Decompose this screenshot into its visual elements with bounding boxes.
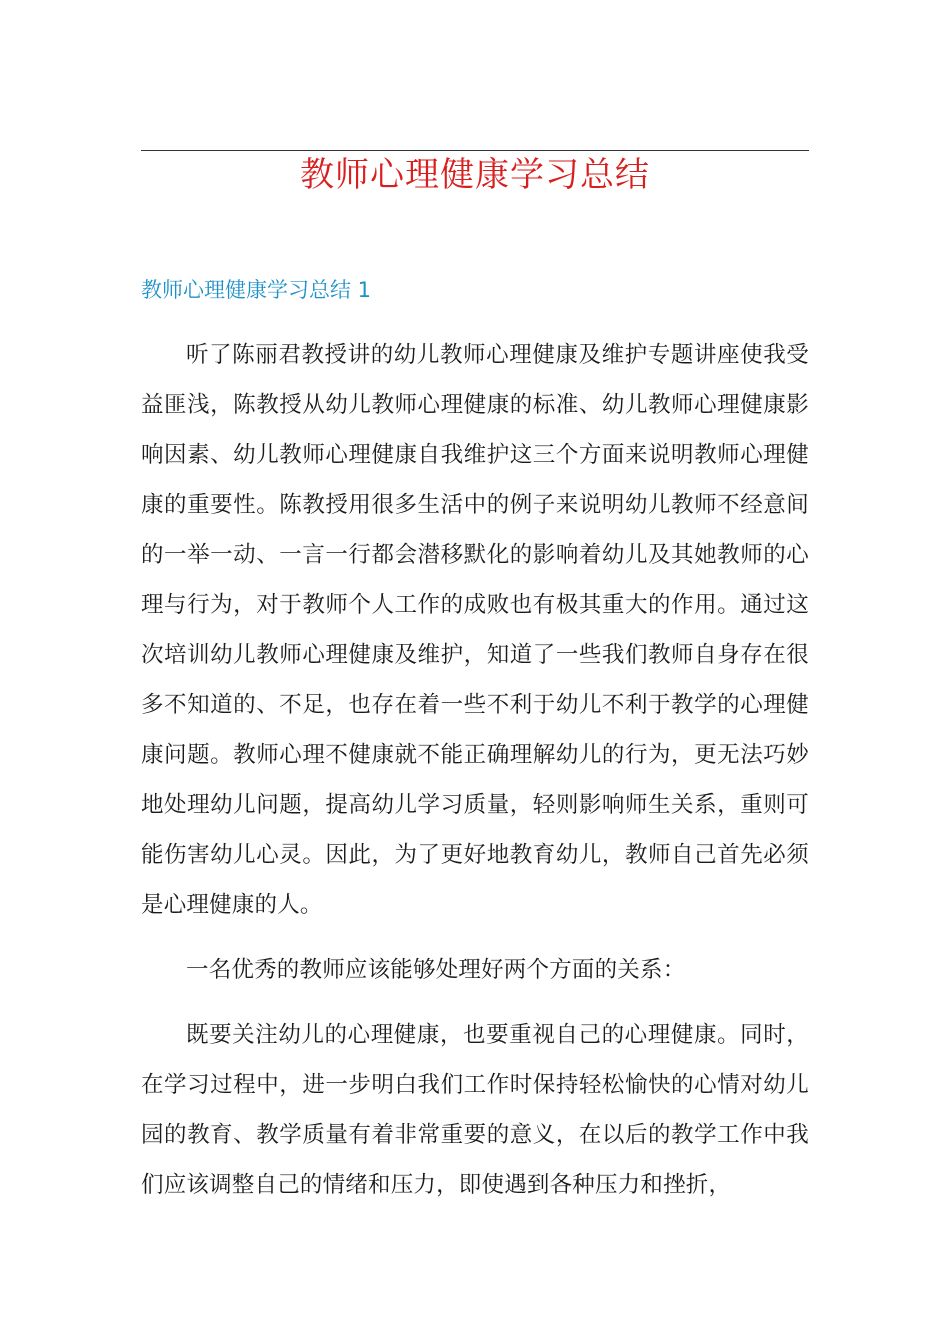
body-paragraph-1: 听了陈丽君教授讲的幼儿教师心理健康及维护专题讲座使我受益匪浅，陈教授从幼儿教师心理健康的标准、幼儿教师心理健康影响因素、幼儿教师心理健康自我维护这三个方面来说明教师心理健康的重要性。陈教授用很多生活中的例子来说明幼儿教师不经意间的一举一动、一言一行都会潜移默化的影响着幼儿及其她教师的心理与行为，对于教师个人工作的成败也有极其重大的作用。通过这次培训幼儿教师心理健康及维护，知道了一些我们教师自身存在很多不知道的、不足，也存在着一些不利于幼儿不利于教学的心理健康问题。教师心理不健康就不能正确理解幼儿的行为，更无法巧妙地处理幼儿问题，提高幼儿学习质量，轻则影响师生关系，重则可能伤害幼儿心灵。因此，为了更好地教育幼儿，教师自己首先必须是心理健康的人。 [141, 342, 809, 918]
body-paragraph-3: 既要关注幼儿的心理健康，也要重视自己的心理健康。同时，在学习过程中，进一步明白我们工作时保持轻松愉快的心情对幼儿园的教育、教学质量有着非常重要的意义，在以后的教学工作中我们应该调整自己的情绪和压力，即使遇到各种压力和挫折， [141, 1022, 809, 1198]
body-paragraph-2: 一名优秀的教师应该能够处理好两个方面的关系： [186, 957, 686, 983]
section-heading: 教师心理健康学习总结 1 [141, 278, 372, 302]
document-title: 教师心理健康学习总结 [300, 155, 650, 195]
